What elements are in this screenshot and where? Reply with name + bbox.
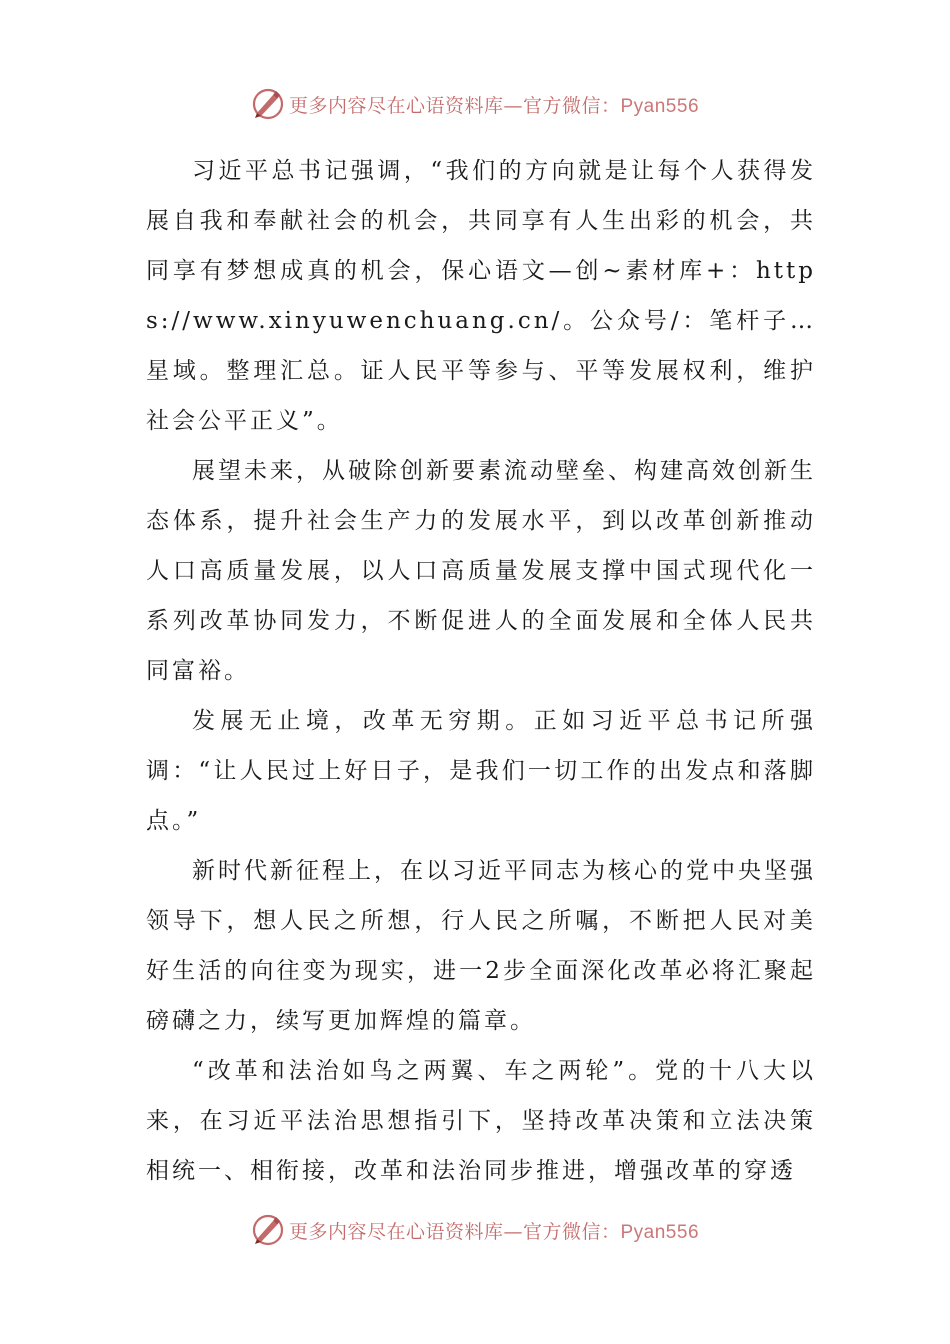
footer-banner-wechat-id: Pyan556 bbox=[620, 1221, 700, 1243]
document-body bbox=[146, 146, 816, 1196]
paragraph-4: 新时代新征程上，在以习近平同志为核心的党中央坚强领导下，想人民之所想，行人民之所嘱，不断把人民对美好生活的向往变为现实，进一2步全面深化改革必将汇聚起磅礴之力，续写更加辉煌的篇章。 bbox=[146, 858, 816, 1034]
footer-banner-text: 更多内容尽在心语资料库—官方微信：Pyan556 bbox=[288, 1220, 700, 1243]
paragraph-5: “改革和法治如鸟之两翼、车之两轮”。党的十八大以来，在习近平法治思想指引下，坚持改革决策和立法决策相统一、相衔接，改革和法治同步推进，增强改革的穿透 bbox=[146, 1058, 816, 1184]
header-banner-wechat-id: Pyan556 bbox=[620, 95, 700, 117]
paragraph-2: 展望未来，从破除创新要素流动壁垒、构建高效创新生态体系，提升社会生产力的发展水平，到以改革创新推动人口高质量发展，以人口高质量发展支撑中国式现代化一系列改革协同发力，不断促进人的全面发展和全体人民共同富裕。 bbox=[146, 458, 816, 684]
header-banner bbox=[0, 84, 950, 124]
footer-banner bbox=[0, 1210, 950, 1250]
paragraph-1: 习近平总书记强调，“我们的方向就是让每个人获得发展自我和奉献社会的机会，共同享有人生出彩的机会，共同享有梦想成真的机会，保心语文—创~素材库+：https://www.xinyuwenchuang.cn/。公众号/：笔杆子…星域。整理汇总。证人民平等参与、平等发展权利，维护社会公平正义”。 bbox=[146, 158, 816, 434]
paragraph-3: 发展无止境，改革无穷期。正如习近平总书记所强调：“让人民过上好日子，是我们一切工作的出发点和落脚点。” bbox=[146, 708, 816, 834]
pen-logo-icon bbox=[251, 1213, 285, 1247]
header-banner-text: 更多内容尽在心语资料库—官方微信：Pyan556 bbox=[288, 94, 700, 117]
pen-logo-icon bbox=[251, 87, 285, 121]
